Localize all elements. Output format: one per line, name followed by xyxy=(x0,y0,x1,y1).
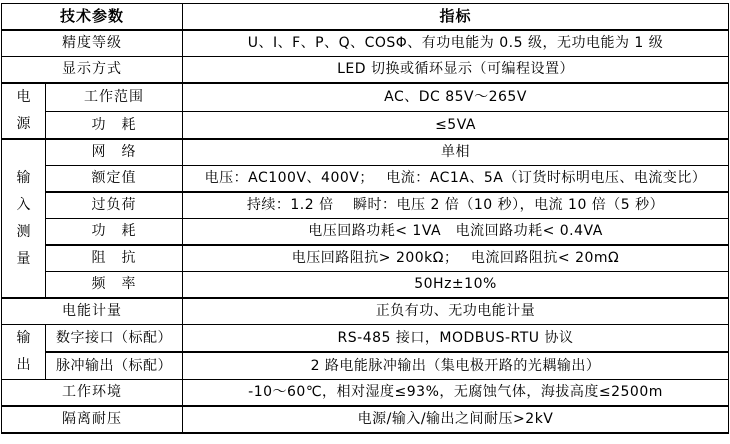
table-row xyxy=(2,219,729,246)
table-row xyxy=(2,406,729,433)
row-network-label: 网 络 xyxy=(46,139,183,166)
row-isolation-label: 隔离耐压 xyxy=(2,406,183,433)
row-digital-interface-value: RS-485 接口，MODBUS-RTU 协议 xyxy=(183,325,729,353)
row-energy-metering-label: 电能计量 xyxy=(2,298,183,325)
row-isolation-value: 电源/输入/输出之间耐压>2kV xyxy=(183,406,729,433)
table-row xyxy=(2,352,729,380)
table-row xyxy=(2,57,729,84)
row-display-value: LED 切换或循环显示（可编程设置） xyxy=(183,57,729,84)
row-frequency-label: 频 率 xyxy=(46,272,183,299)
row-rated-value-label: 额定值 xyxy=(46,166,183,193)
table-row xyxy=(2,192,729,219)
header-param: 技术参数 xyxy=(2,4,183,31)
table-row xyxy=(2,325,729,353)
group-output-label: 输出 xyxy=(2,325,46,380)
row-impedance-label: 阻 抗 xyxy=(46,245,183,272)
table-row xyxy=(2,298,729,325)
row-power-consumption-label: 功 耗 xyxy=(46,111,183,139)
row-power-consumption-value: ≤5VA xyxy=(183,111,729,139)
row-overload-value: 持续：1.2 倍 瞬时：电压 2 倍（10 秒），电流 10 倍（5 秒） xyxy=(183,192,729,219)
row-network-value: 单相 xyxy=(183,139,729,166)
row-energy-metering-value: 正负有功、无功电能计量 xyxy=(183,298,729,325)
table-row xyxy=(2,380,729,407)
table-row xyxy=(2,111,729,139)
header-indicator: 指标 xyxy=(183,4,729,31)
row-environment-label: 工作环境 xyxy=(2,380,183,407)
row-impedance-value: 电压回路阻抗> 200kΩ； 电流回路阻抗< 20mΩ xyxy=(183,245,729,272)
table-row xyxy=(2,166,729,193)
row-input-consumption-value: 电压回路功耗< 1VA 电流回路功耗< 0.4VA xyxy=(183,219,729,246)
row-work-range-value: AC、DC 85V～265V xyxy=(183,83,729,111)
table-row xyxy=(2,245,729,272)
row-overload-label: 过负荷 xyxy=(46,192,183,219)
table-header-row xyxy=(2,4,729,31)
row-pulse-output-value: 2 路电能脉冲输出（集电极开路的光耦输出） xyxy=(183,352,729,380)
row-environment-value: -10～60℃，相对湿度≤93%，无腐蚀气体，海拔高度≤2500m xyxy=(183,380,729,407)
row-digital-interface-label: 数字接口（标配） xyxy=(46,325,183,353)
row-pulse-output-label: 脉冲输出（标配） xyxy=(46,352,183,380)
table-row xyxy=(2,272,729,299)
row-rated-value-value: 电压：AC100V、400V； 电流：AC1A、5A（订货时标明电压、电流变比） xyxy=(183,166,729,193)
table-row xyxy=(2,139,729,166)
row-accuracy-label: 精度等级 xyxy=(2,30,183,57)
table-row xyxy=(2,83,729,111)
row-work-range-label: 工作范围 xyxy=(46,83,183,111)
group-power-label: 电源 xyxy=(2,83,46,139)
row-display-label: 显示方式 xyxy=(2,57,183,84)
row-frequency-value: 50Hz±10% xyxy=(183,272,729,299)
group-input-label: 输入测量 xyxy=(2,139,46,298)
row-input-consumption-label: 功 耗 xyxy=(46,219,183,246)
spec-table xyxy=(1,3,729,434)
table-row xyxy=(2,30,729,57)
row-accuracy-value: U、I、F、P、Q、COSΦ、有功电能为 0.5 级，无功电能为 1 级 xyxy=(183,30,729,57)
